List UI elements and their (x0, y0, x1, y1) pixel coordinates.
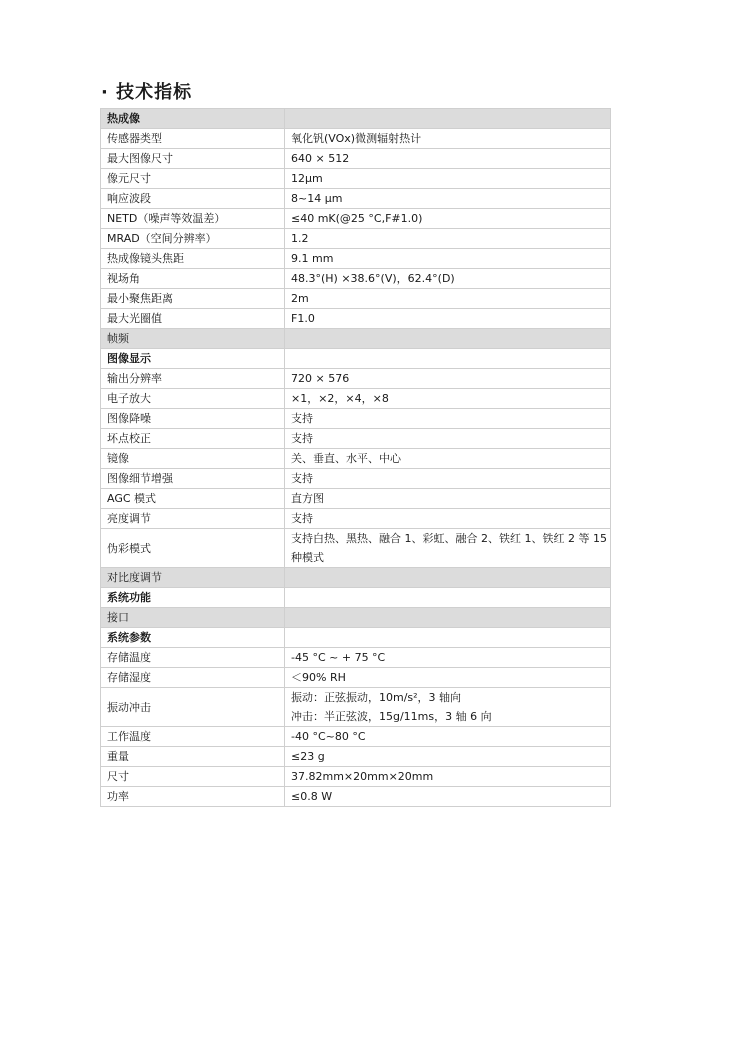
spec-label: 振动冲击 (101, 688, 285, 727)
spec-label: 亮度调节 (101, 509, 285, 529)
spec-label: 镜像 (101, 449, 285, 469)
spec-row (101, 727, 611, 747)
spec-table-body (101, 109, 611, 807)
spec-label: 存储湿度 (101, 668, 285, 688)
section-header-row (101, 109, 611, 129)
spec-value: F1.0 (285, 309, 611, 329)
spec-label: 存储温度 (101, 648, 285, 668)
spec-value: -45 °C ~ + 75 °C (285, 648, 611, 668)
group-row (101, 329, 611, 349)
spec-label: NETD（噪声等效温差） (101, 209, 285, 229)
spec-value: 1.2 (285, 229, 611, 249)
spec-label: 电子放大 (101, 389, 285, 409)
spec-label: 重量 (101, 747, 285, 767)
section-title: 系统参数 (101, 628, 285, 648)
spec-value (285, 329, 611, 349)
spec-row (101, 489, 611, 509)
spec-row (101, 389, 611, 409)
spec-row (101, 429, 611, 449)
spec-label: 响应波段 (101, 189, 285, 209)
spec-label: AGC 模式 (101, 489, 285, 509)
spec-value (285, 628, 611, 648)
spec-label: 输出分辨率 (101, 369, 285, 389)
spec-row (101, 648, 611, 668)
spec-label: 图像降噪 (101, 409, 285, 429)
page-heading: · 技术指标 (101, 82, 193, 103)
spec-value: 720 × 576 (285, 369, 611, 389)
spec-value: 8~14 μm (285, 189, 611, 209)
section-header-row (101, 349, 611, 369)
spec-row (101, 189, 611, 209)
spec-label: 工作温度 (101, 727, 285, 747)
spec-value (285, 568, 611, 588)
section-header-row (101, 588, 611, 608)
spec-value: ＜90% RH (285, 668, 611, 688)
spec-row (101, 409, 611, 429)
spec-row (101, 449, 611, 469)
spec-value-line: 种模式 (291, 551, 324, 564)
spec-value: 48.3°(H) ×38.6°(V)，62.4°(D) (285, 269, 611, 289)
spec-label: 图像细节增强 (101, 469, 285, 489)
spec-value: 直方图 (285, 489, 611, 509)
spec-value: 氧化钒(VOx)微测辐射热计 (285, 129, 611, 149)
spec-row (101, 209, 611, 229)
spec-row (101, 169, 611, 189)
spec-value: ≤23 g (285, 747, 611, 767)
spec-row (101, 747, 611, 767)
group-row (101, 608, 611, 628)
spec-value: 支持 (285, 409, 611, 429)
spec-row (101, 469, 611, 489)
spec-value: 640 × 512 (285, 149, 611, 169)
spec-value: 12μm (285, 169, 611, 189)
spec-row (101, 767, 611, 787)
spec-row (101, 149, 611, 169)
spec-row (101, 688, 611, 727)
spec-value: 支持 (285, 469, 611, 489)
spec-value (285, 529, 611, 568)
spec-value: ×1，×2，×4，×8 (285, 389, 611, 409)
spec-label: 最大图像尺寸 (101, 149, 285, 169)
spec-label: 传感器类型 (101, 129, 285, 149)
spec-row (101, 529, 611, 568)
spec-value: 2m (285, 289, 611, 309)
spec-row (101, 269, 611, 289)
spec-label: 接口 (101, 608, 285, 628)
spec-label: 功率 (101, 787, 285, 807)
spec-value: -40 °C~80 °C (285, 727, 611, 747)
section-title: 图像显示 (101, 349, 285, 369)
spec-value (285, 588, 611, 608)
spec-row (101, 129, 611, 149)
spec-row (101, 509, 611, 529)
spec-value: ≤40 mK(@25 °C,F#1.0) (285, 209, 611, 229)
spec-value-line: 冲击：半正弦波，15g/11ms，3 轴 6 向 (291, 710, 492, 723)
spec-value-line: 振动：正弦振动，10m/s²，3 轴向 (291, 691, 462, 704)
spec-value: 关、垂直、水平、中心 (285, 449, 611, 469)
spec-row (101, 369, 611, 389)
spec-row (101, 289, 611, 309)
spec-value: 支持 (285, 509, 611, 529)
spec-value (285, 688, 611, 727)
spec-label: 最大光圈值 (101, 309, 285, 329)
spec-label: 坏点校正 (101, 429, 285, 449)
spec-value (285, 109, 611, 129)
spec-value: 37.82mm×20mm×20mm (285, 767, 611, 787)
spec-table (100, 108, 611, 807)
section-title: 系统功能 (101, 588, 285, 608)
spec-value (285, 608, 611, 628)
spec-value (285, 349, 611, 369)
spec-label: 尺寸 (101, 767, 285, 787)
spec-row (101, 787, 611, 807)
spec-label: 伪彩模式 (101, 529, 285, 568)
spec-label: 帧频 (101, 329, 285, 349)
spec-value: ≤0.8 W (285, 787, 611, 807)
spec-label: 对比度调节 (101, 568, 285, 588)
spec-label: 最小聚焦距离 (101, 289, 285, 309)
section-title: 热成像 (101, 109, 285, 129)
spec-row (101, 229, 611, 249)
spec-value: 支持 (285, 429, 611, 449)
spec-row (101, 309, 611, 329)
group-row (101, 568, 611, 588)
spec-label: 像元尺寸 (101, 169, 285, 189)
section-header-row (101, 628, 611, 648)
spec-row (101, 668, 611, 688)
spec-value: 9.1 mm (285, 249, 611, 269)
spec-label: MRAD（空间分辨率） (101, 229, 285, 249)
spec-label: 热成像镜头焦距 (101, 249, 285, 269)
spec-row (101, 249, 611, 269)
spec-value-line: 支持白热、黑热、融合 1、彩虹、融合 2、铁红 1、铁红 2 等 15 (291, 532, 607, 545)
spec-label: 视场角 (101, 269, 285, 289)
